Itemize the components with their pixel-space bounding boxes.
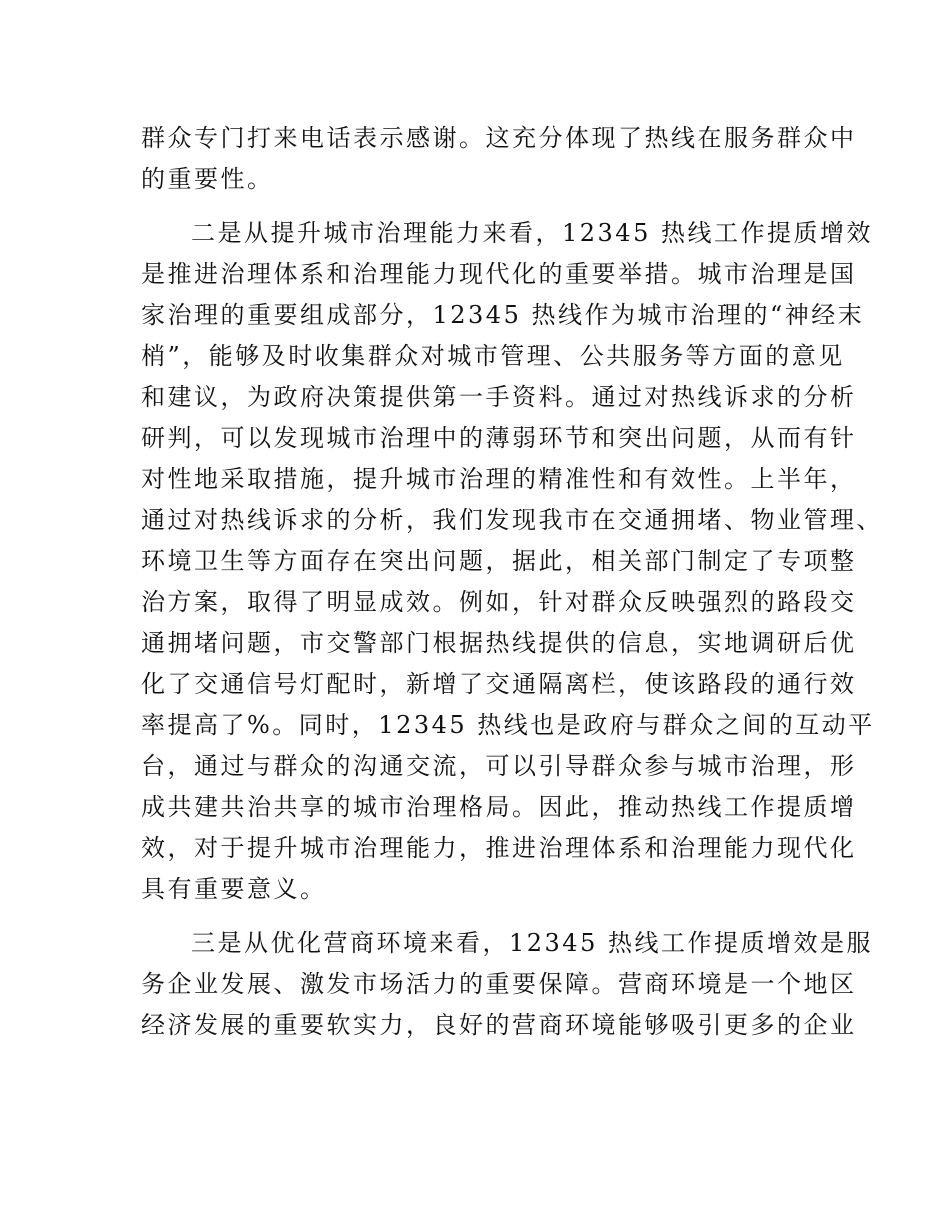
text-line: 通拥堵问题，市交警部门根据热线提供的信息，实地调研后优 (141, 629, 857, 657)
text-line: 二是从提升城市治理能力来看，12345 热线工作提质增效 (191, 219, 873, 247)
text-line: 治方案，取得了明显成效。例如，针对群众反映强烈的路段交 (141, 588, 857, 616)
text-line: 的重要性。 (141, 165, 274, 193)
text-line: 家治理的重要组成部分，12345 热线作为城市治理的“神经末 (141, 301, 865, 329)
text-line: 务企业发展、激发市场活力的重要保障。营商环境是一个地区 (141, 970, 857, 998)
text-line: 化了交通信号灯配时，新增了交通隔离栏，使该路段的通行效 (141, 670, 857, 698)
text-line: 成共建共治共享的城市治理格局。因此，推动热线工作提质增 (141, 793, 857, 821)
text-line: 研判，可以发现城市治理中的薄弱环节和突出问题，从而有针 (141, 424, 857, 452)
text-line: 是推进治理体系和治理能力现代化的重要举措。城市治理是国 (141, 260, 857, 288)
text-line: 梢”，能够及时收集群众对城市管理、公共服务等方面的意见 (141, 342, 845, 370)
paragraph-1 (141, 118, 857, 200)
text-line: 经济发展的重要软实力，良好的营商环境能够吸引更多的企业 (141, 1011, 857, 1039)
text-line: 具有重要意义。 (141, 875, 327, 903)
text-line: 群众专门打来电话表示感谢。这充分体现了热线在服务群众中 (141, 124, 857, 152)
text-line: 通过对热线诉求的分析，我们发现我市在交通拥堵、物业管理、 (141, 506, 883, 534)
text-line: 对性地采取措施，提升城市治理的精准性和有效性。上半年， (141, 465, 857, 493)
text-line: 和建议，为政府决策提供第一手资料。通过对热线诉求的分析 (141, 383, 857, 411)
text-line: 台，通过与群众的沟通交流，可以引导群众参与城市治理，形 (141, 752, 857, 780)
paragraph-2 (141, 213, 883, 910)
text-line: 三是从优化营商环境来看，12345 热线工作提质增效是服 (191, 929, 873, 957)
text-line: 环境卫生等方面存在突出问题，据此，相关部门制定了专项整 (141, 547, 857, 575)
document-body (141, 118, 883, 1046)
paragraph-3 (141, 923, 873, 1046)
text-line: 率提高了%。同时，12345 热线也是政府与群众之间的互动平 (141, 711, 875, 739)
text-line: 效，对于提升城市治理能力，推进治理体系和治理能力现代化 (141, 834, 857, 862)
